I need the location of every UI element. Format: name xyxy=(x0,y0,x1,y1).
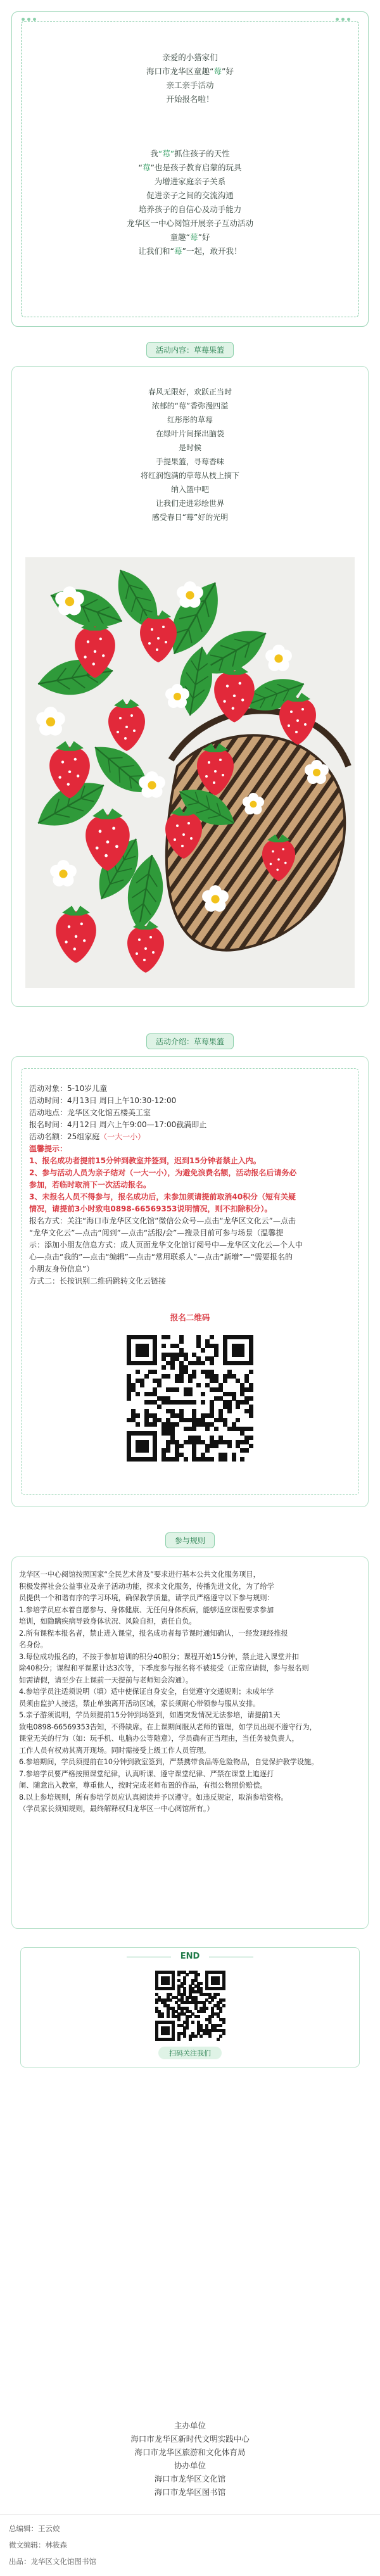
rule-line: 员提供一个和谐有序的学习环境，确保教学质量，请学员严格遵守以下参与规则： xyxy=(19,1594,274,1602)
qr-module xyxy=(222,1987,225,1990)
qr-module xyxy=(166,1448,170,1453)
section-header-content: 活动内容：草莓果篮 xyxy=(146,342,234,358)
tip-line: 情况，请提前3小时致电0898-66569353说明情况，则不扣除积分）。 xyxy=(29,1204,272,1213)
qr-module xyxy=(157,1405,162,1409)
poem-line: 让我们走进彩绘世界 xyxy=(155,499,224,508)
poem-line: 浓郁的“莓”香弥漫四溢 xyxy=(151,401,229,410)
qr-module xyxy=(213,1996,217,1999)
qr-module xyxy=(136,1392,140,1396)
qr-module xyxy=(205,1448,210,1453)
rule-line: 致电0898-66569353告知，不得缺席。在上课期间服从老师的管理，如学员出现不遵守行为， xyxy=(19,1722,317,1731)
qr-module xyxy=(197,2015,200,2018)
footer-line: 协办单位 xyxy=(174,2461,206,2470)
qr-module xyxy=(169,1998,172,2002)
qr-module xyxy=(211,2015,214,2018)
qr-module xyxy=(194,2035,198,2038)
qr-module xyxy=(177,2018,180,2021)
poem-line: 纳入篮中吧 xyxy=(170,485,209,494)
follow-qr-code[interactable] xyxy=(155,1971,225,2040)
tip-line: 参加，若临时取消下一次活动报名。 xyxy=(29,1180,151,1189)
footer-line: 海口市龙华区文化馆 xyxy=(154,2474,226,2484)
qr-module xyxy=(227,1444,232,1448)
intro-line: 亲工亲手活动 xyxy=(166,80,214,90)
intro-desc-line: 让我们和“莓”一起，敢开我！ xyxy=(138,246,242,256)
registration-qr-code[interactable] xyxy=(127,1335,253,1462)
qr-module xyxy=(196,1383,201,1387)
intro-line: 亲爱的小猎家们 xyxy=(162,53,218,62)
qr-module xyxy=(219,2024,222,2027)
rule-line: 3.每位成功报名的，不按于参加培训的积分40积分；课程开始15分钟，禁止进入课堂并扣 xyxy=(19,1652,299,1661)
rule-line: 员须由监护人接送，禁止单独离开活动区域，家长须耐心带领参与服从安排。 xyxy=(19,1699,260,1708)
end-label: END xyxy=(180,1952,200,1961)
footer-line: 海口市龙华区新时代文明实践中心 xyxy=(130,2434,250,2444)
follow-caption: 扫码关注我们 xyxy=(158,2047,222,2059)
section-header-rules: 参与规则 xyxy=(165,1532,215,1548)
method-line: 报名方式：关注“海口市龙华区文化馆”微信公众号—点击“龙华区文化云”—点击 xyxy=(29,1216,296,1225)
rule-line: 如需请假，请至少在上课前一天提前与老师知会沟通）。 xyxy=(19,1676,193,1684)
qr-module xyxy=(203,2010,206,2013)
credit-divider xyxy=(0,2514,380,2515)
qr-module xyxy=(201,1400,205,1405)
qr-module xyxy=(136,1413,140,1418)
qr-module xyxy=(197,1973,200,1976)
detail-line: 报名时间：4月12日 周六上午9:00—17:00截满即止 xyxy=(29,1120,207,1129)
rule-line: 工作人员有权劝其离开现场。同时需接受上级工作人员管理。 xyxy=(19,1746,211,1755)
qr-module xyxy=(211,1998,214,2002)
qr-module xyxy=(186,1973,189,1976)
method-line: 小朋友身份信息”） xyxy=(29,1265,94,1273)
method-line: 示：添加小朋友信息方式：成人页面龙华文化馆订阅号中—龙华区文化云—个人中 xyxy=(29,1241,303,1249)
qr-module xyxy=(219,2010,222,2013)
qr-module xyxy=(166,1335,170,1339)
rule-line: 6.参培期间，学员须提前在10分钟到教室签到，严禁携带食品等危险物品，自觉保护教学设施。 xyxy=(19,1758,319,1766)
poem-line: 手提果篮，寻莓香味 xyxy=(155,457,224,466)
qr-module xyxy=(249,1387,253,1392)
qr-module xyxy=(127,1396,131,1401)
decor-dots-top-left xyxy=(22,17,44,21)
qr-module xyxy=(232,1457,236,1462)
qr-module xyxy=(201,1392,205,1396)
rule-line: 7.参培学员要严格按照课堂纪律，认真听课、遵守课堂纪律、严禁在课堂上追逐打 xyxy=(19,1769,274,1778)
rule-line: 积极发挥社会公益事业及亲子活动功能，探求文化服务，传播先进文化，为了给学 xyxy=(19,1582,274,1591)
qr-module xyxy=(249,1361,253,1365)
rule-line: 除40积分；课程和平课累计达3次等，下季度参与报名将不被接受（正常应请假，参与报名则 xyxy=(19,1664,309,1672)
method-line: 心—点击“我的”—点击“编辑”—点击“常用联系人”—点击“新增”—“需要报名的 xyxy=(29,1253,293,1261)
qr-module xyxy=(161,2015,164,2018)
qr-module xyxy=(179,1444,184,1448)
rule-line: 4.参培学员注适须说明（填）适中使保证自身安全，自觉遵守交通规则；未成年学 xyxy=(19,1688,274,1696)
qr-module xyxy=(201,1348,205,1353)
qr-module xyxy=(153,1361,157,1365)
qr-module xyxy=(249,1413,253,1418)
rule-line: 课堂无关的行为（如：玩手机、电脑办公等随意），学员确有正当理由，当任务被负责人， xyxy=(19,1734,299,1743)
qr-module xyxy=(140,1383,144,1387)
qr-module xyxy=(183,2035,186,2038)
qr-module xyxy=(175,1387,179,1392)
credit-editor: 总编辑：王云姣 xyxy=(9,2524,60,2533)
qr-module xyxy=(144,1448,149,1453)
qr-module xyxy=(222,2021,225,2024)
qr-module xyxy=(175,1422,179,1427)
qr-module xyxy=(201,1361,205,1365)
qr-module xyxy=(249,1436,253,1440)
qr-module xyxy=(217,1982,220,1985)
strawberry-basket-craft-icon xyxy=(25,557,355,988)
rule-line: 8.以上参培规则，所有参培学员应认真阅读并予以遵守。如违反规定，取消参培资格。 xyxy=(19,1793,288,1802)
qr-module xyxy=(162,1344,166,1348)
qr-module xyxy=(172,1987,175,1990)
qr-module xyxy=(240,1457,244,1462)
qr-module xyxy=(191,2021,194,2024)
qr-module xyxy=(240,1353,244,1357)
warm-tips-title: 温馨提示： xyxy=(29,1144,68,1153)
qr-module xyxy=(249,1444,253,1448)
quota-note: （一大一小） xyxy=(99,1132,146,1141)
qr-module xyxy=(144,1353,149,1357)
qr-module xyxy=(192,1427,196,1431)
detail-line: 活动对象：5-10岁儿童 xyxy=(29,1084,108,1093)
qr-module xyxy=(184,1457,188,1462)
poem-line: 感受春日“莓”好的光明 xyxy=(151,513,229,522)
tip-line: 3、未报名人员不得参与，报名成功后，未参加须请提前取消40积分（短有关疑 xyxy=(29,1192,296,1201)
qr-module xyxy=(167,2032,170,2035)
intro-description xyxy=(0,147,380,258)
rule-line: 5.亲子游须说明，学员须提前15分钟到场签到，如遇突发情况无法参培，请提前1天 xyxy=(19,1711,281,1719)
activity-details xyxy=(29,1083,351,1287)
qr-module xyxy=(179,1339,184,1344)
qr-label: 报名二维码 xyxy=(170,1313,210,1322)
footer-organizers xyxy=(0,2419,380,2499)
qr-module xyxy=(189,2038,192,2041)
qr-module xyxy=(222,2032,225,2035)
qr-module xyxy=(210,1335,214,1339)
detail-line: 活动名额：25组家庭（一大一小） xyxy=(29,1132,146,1141)
poem-line: 红彤彤的草莓 xyxy=(167,415,213,424)
intro-line: 开始报名啦！ xyxy=(166,94,214,104)
qr-module xyxy=(214,1444,218,1448)
tip-line: 2、参与活动人员为亲子结对（一大一小），为避免浪费名额，活动报名后请务必 xyxy=(29,1168,297,1177)
qr-module xyxy=(249,1427,253,1431)
intro-line: 海口市龙华区童趣“莓”好 xyxy=(146,66,234,76)
qr-module xyxy=(205,1427,210,1431)
detail-line: 活动时间：4月13日 周日上午10:30-12:00 xyxy=(29,1096,177,1105)
method-line: “龙华文化云”—点击“阅到”—点击“活报/会”—搜录目前可参与场景（温馨提 xyxy=(29,1228,284,1237)
qr-module xyxy=(208,2001,212,2004)
rule-line: 2.所有课程本报名者，禁止进入课堂，报名成功者每节课时通知确认，一经发现经推报 xyxy=(19,1629,288,1638)
poem-line: 将红润饱满的草莓从枝上摘下 xyxy=(140,471,239,480)
qr-module xyxy=(192,1400,196,1405)
intro-desc-line: 促进亲子之间的交流沟通 xyxy=(146,191,234,200)
qr-module xyxy=(214,1427,218,1431)
qr-module xyxy=(136,1422,140,1427)
intro-greeting xyxy=(0,51,380,106)
footer-line: 海口市龙华区旅游和文化体育局 xyxy=(134,2447,246,2457)
strawberry-basket-illustration xyxy=(25,557,355,988)
footer-line: 海口市龙华区图书馆 xyxy=(154,2487,226,2497)
qr-module xyxy=(136,1370,140,1374)
qr-module xyxy=(162,1365,166,1370)
qr-module xyxy=(249,1396,253,1401)
qr-module xyxy=(236,1418,240,1422)
intro-desc-line: 我“莓”抓住孩子的天性 xyxy=(150,149,230,158)
qr-module xyxy=(188,1379,193,1383)
credit-producer: 出品：龙华区文化馆图书馆 xyxy=(9,2557,96,2566)
qr-module xyxy=(223,1379,227,1383)
qr-module xyxy=(153,1422,157,1427)
qr-module xyxy=(210,1457,214,1462)
intro-desc-line: “莓”也是孩子教育启蒙的玩具 xyxy=(138,163,242,172)
intro-desc-line: 为增进家庭亲子关系 xyxy=(154,177,226,186)
qr-module xyxy=(183,1982,186,1985)
footer-line: 主办单位 xyxy=(174,2421,206,2430)
section-header-intro: 活动介绍：草莓果篮 xyxy=(146,1033,234,1049)
qr-module xyxy=(222,1998,225,2002)
qr-module xyxy=(177,1973,180,1976)
qr-module xyxy=(222,2004,225,2007)
qr-module xyxy=(177,2038,180,2041)
qr-module xyxy=(144,1374,149,1379)
poem-line: 在绿叶片间探出脑袋 xyxy=(155,429,224,438)
intro-desc-line: 培养孩子的自信心及动手能力 xyxy=(138,205,242,214)
intro-desc-line: 童趣“莓”好 xyxy=(170,232,210,242)
qr-module xyxy=(192,1374,196,1379)
rule-line: 1.参培学员应本着自愿参与、身体健康、无任何身体疾病，能够适应课程要求参加 xyxy=(19,1605,274,1614)
qr-module xyxy=(179,1379,184,1383)
qr-module xyxy=(166,1374,170,1379)
qr-module xyxy=(188,1392,193,1396)
rule-line: 龙华区一中心阅馆按照国家“全民艺术普及”要求进行基本公共文化服务项目， xyxy=(19,1570,260,1579)
qr-module xyxy=(167,2015,170,2018)
qr-module xyxy=(223,1457,227,1462)
qr-module xyxy=(200,1982,203,1985)
qr-module xyxy=(219,2035,222,2038)
rule-line: （学员家长须知规则，最终解释权归龙华区一中心阅馆所有。） xyxy=(19,1805,214,1813)
qr-module xyxy=(227,1409,232,1413)
qr-module xyxy=(200,2035,203,2038)
qr-module xyxy=(236,1405,240,1409)
decor-dots-top-right xyxy=(336,17,358,21)
credit-wechat-editor: 微文编辑：林筱森 xyxy=(9,2541,67,2549)
qr-module xyxy=(205,2007,208,2010)
qr-module xyxy=(208,2035,212,2038)
tip-line: 1、报名成功者提前15分钟到教室并签到，迟到15分钟者禁止入内。 xyxy=(29,1156,261,1165)
poem-line: 是时候 xyxy=(178,443,201,452)
rules-text xyxy=(19,1569,361,1815)
qr-module xyxy=(186,2026,189,2030)
detail-line: 活动地点：龙华区文化馆五楼美工室 xyxy=(29,1108,151,1117)
rule-line: 名身份。 xyxy=(19,1641,48,1649)
method-line: 方式二：长按识别二维码跳转文化云链接 xyxy=(29,1277,167,1285)
qr-module xyxy=(217,2038,220,2041)
qr-module xyxy=(249,1370,253,1374)
intro-desc-line: 龙华区一中心阅馆开展亲子互动活动 xyxy=(126,218,253,228)
qr-module xyxy=(153,1370,157,1374)
qr-module xyxy=(244,1448,249,1453)
qr-module xyxy=(210,1361,214,1365)
qr-module xyxy=(170,1365,175,1370)
qr-module xyxy=(217,1993,220,1996)
qr-module xyxy=(167,1982,170,1985)
poem-line: 春风无限好，欢跃正当时 xyxy=(148,388,232,396)
qr-module xyxy=(189,2015,192,2018)
rule-line: 闹、随意出入教室，尊重他人，按时完成老师布置的作品，有损公物照价赔偿。 xyxy=(19,1781,267,1790)
rule-line: 培训，如隐瞒疾病导致身体状况、风险自担，责任自负。 xyxy=(19,1617,196,1626)
qr-module xyxy=(155,2001,158,2004)
qr-module xyxy=(175,1457,179,1462)
content-poem xyxy=(0,385,380,524)
qr-module xyxy=(157,1383,162,1387)
qr-module xyxy=(153,1457,157,1462)
qr-module xyxy=(172,2038,175,2041)
qr-module xyxy=(214,1353,218,1357)
